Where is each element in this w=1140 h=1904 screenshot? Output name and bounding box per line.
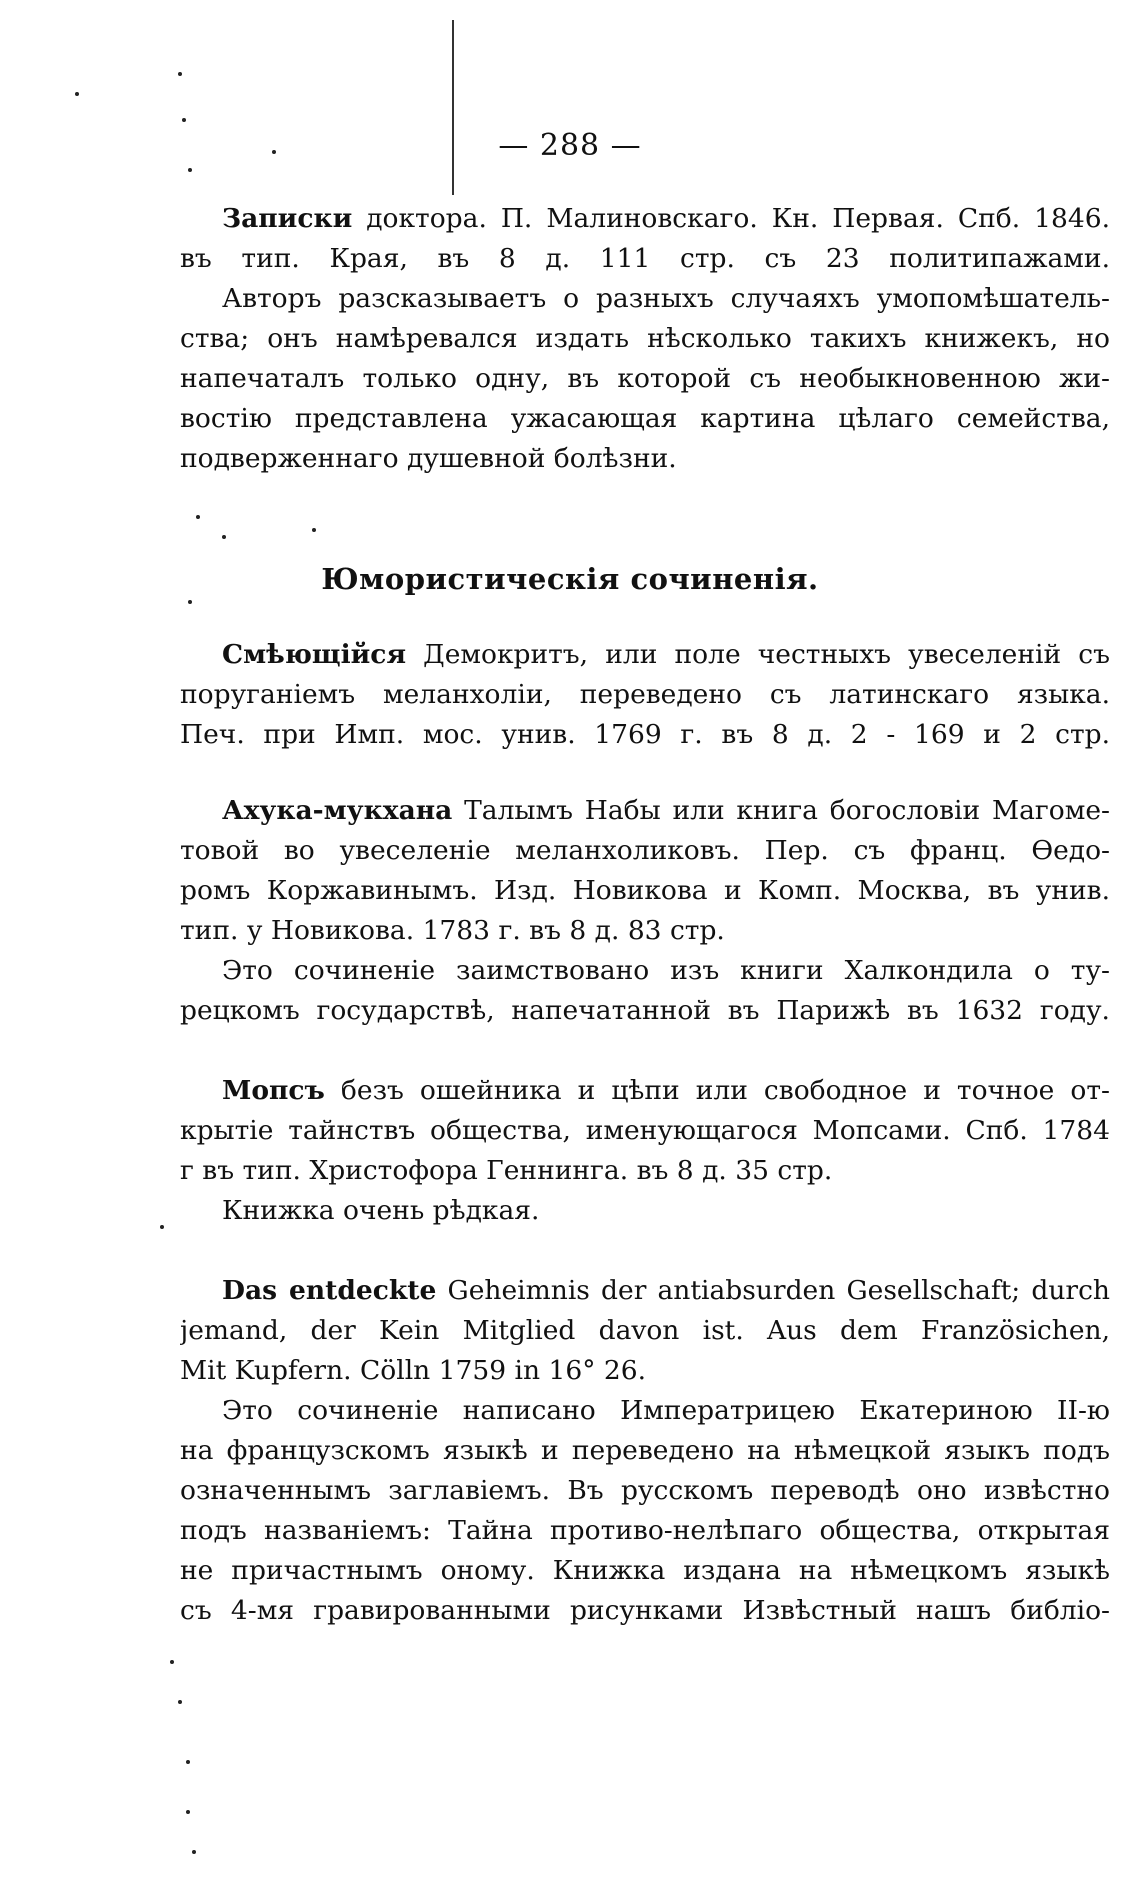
entry-mops-line-4: Книжка очень рѣдкая. — [222, 1195, 540, 1226]
entry-democritus-line-3: Печ. при Имп. мос. унив. 1769 г. въ 8 д. 2 - 169 и 2 стр. — [180, 719, 1110, 750]
scan-speck — [75, 92, 79, 96]
entry-mops-line-1: Мопсъ безъ ошейника и цѣпи или свободное и точное от- — [222, 1075, 1110, 1106]
entry-geheimnis-line-3: Mit Kupfern. Cölln 1759 in 16° 26. — [180, 1355, 647, 1386]
entry-zapiski-line-7: подверженнаго душевной болѣзни. — [180, 443, 677, 474]
scan-speck — [312, 528, 316, 532]
entry-akhuka-line-1: Ахука-мукхана Талымъ Набы или книга богословіи Магоме- — [222, 795, 1110, 826]
entry-zapiski-line-6: востію представлена ужасающая картина цѣлаго семейства, — [180, 403, 1110, 434]
scan-speck — [182, 118, 186, 122]
scan-speck — [186, 1810, 190, 1814]
entry-lead: Ахука-мукхана — [222, 795, 453, 826]
entry-democritus-line-2: поруганіемъ меланхоліи, переведено съ латинскаго языка. — [180, 679, 1110, 710]
scan-speck — [196, 515, 200, 519]
scan-speck — [160, 1225, 164, 1229]
entry-geheimnis-line-2: jemand, der Kein Mitglied davon ist. Aus dem Französichen, — [180, 1315, 1110, 1346]
section-heading: Юмористическія сочиненія. — [321, 562, 819, 596]
scan-speck — [178, 72, 182, 76]
scan-speck — [192, 1850, 196, 1854]
entry-zapiski-line-5: напечаталъ только одну, въ которой съ необыкновенною жи- — [180, 363, 1110, 394]
entry-geheimnis-line-9: съ 4-мя гравированными рисунками Извѣстный нашъ библіо- — [180, 1595, 1110, 1626]
entry-akhuka-line-3: ромъ Коржавинымъ. Изд. Новикова и Комп. Москва, въ унив. — [180, 875, 1110, 906]
entry-mops-line-2: крытіе тайнствъ общества, именующагося Мопсами. Спб. 1784 — [180, 1115, 1110, 1146]
entry-democritus-line-1: Смѣющійся Демокритъ, или поле честныхъ увеселеній съ — [222, 639, 1110, 670]
scan-speck — [222, 535, 226, 539]
entry-zapiski-line-4: ства; онъ намѣревался издать нѣсколько такихъ книжекъ, но — [180, 323, 1110, 354]
entry-geheimnis-line-6: означеннымъ заглавіемъ. Въ русскомъ переводѣ оно извѣстно — [180, 1475, 1110, 1506]
entry-zapiski-line-1: Записки доктора. П. Малиновскаго. Кн. Первая. Спб. 1846. — [222, 203, 1110, 234]
scan-speck — [178, 1700, 182, 1704]
entry-geheimnis-line-7: подъ названіемъ: Тайна противо-нелѣпаго общества, открытая — [180, 1515, 1110, 1546]
scan-speck — [186, 1760, 190, 1764]
scan-speck — [188, 168, 192, 172]
scan-speck — [188, 600, 192, 604]
entry-lead: Мопсъ — [222, 1075, 325, 1106]
entry-geheimnis-line-5: на французскомъ языкѣ и переведено на нѣмецкой языкъ подъ — [180, 1435, 1110, 1466]
scan-speck — [170, 1660, 174, 1664]
entry-geheimnis-line-8: не причастнымъ оному. Книжка издана на нѣмецкомъ языкѣ — [180, 1555, 1110, 1586]
entry-zapiski-line-3: Авторъ разсказываетъ о разныхъ случаяхъ умопомѣшатель- — [222, 283, 1110, 314]
entry-zapiski-line-2: въ тип. Края, въ 8 д. 111 стр. съ 23 политипажами. — [180, 243, 1110, 274]
entry-geheimnis-line-4: Это сочиненіе написано Императрицею Екатериною II-ю — [222, 1395, 1110, 1426]
page-number: — 288 — — [498, 128, 642, 163]
entry-lead: Das entdeckte — [222, 1275, 437, 1306]
entry-geheimnis-line-1: Das entdeckte Geheimnis der antiabsurden Gesellschaft; durch — [222, 1275, 1110, 1306]
scan-speck — [272, 150, 276, 154]
entry-akhuka-line-2: товой во увеселеніе меланхоликовъ. Пер. съ франц. Өедо- — [180, 835, 1110, 866]
page-fold-mark — [452, 20, 454, 195]
entry-akhuka-line-6: рецкомъ государствѣ, напечатанной въ Парижѣ въ 1632 году. — [180, 995, 1110, 1026]
entry-lead: Смѣющійся — [222, 639, 407, 670]
entry-akhuka-line-4: тип. у Новикова. 1783 г. въ 8 д. 83 стр. — [180, 915, 725, 946]
entry-lead: Записки — [222, 203, 353, 234]
entry-akhuka-line-5: Это сочиненіе заимствовано изъ книги Халкондила о ту- — [222, 955, 1110, 986]
entry-mops-line-3: г въ тип. Христофора Геннинга. въ 8 д. 35 стр. — [180, 1155, 833, 1186]
